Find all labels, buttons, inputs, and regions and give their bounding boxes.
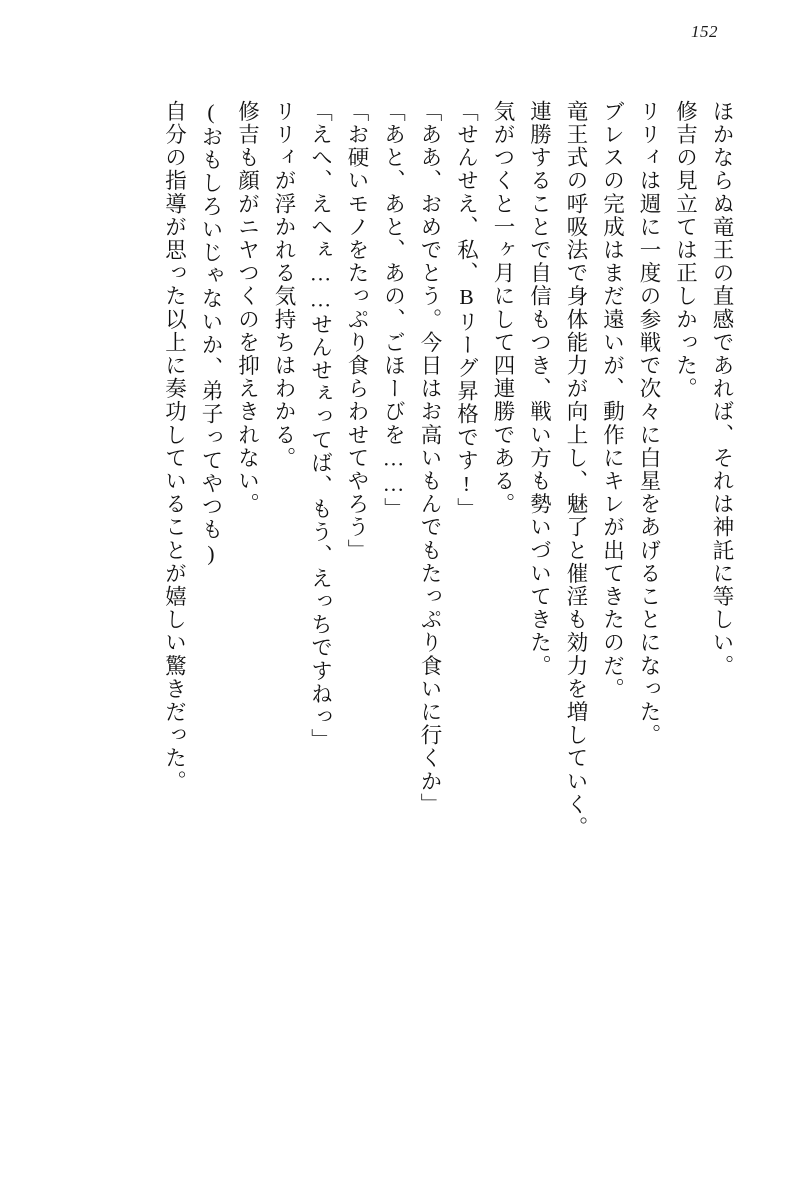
paragraph: 竜王式の呼吸法で身体能力が向上し、魅了と催淫も効力を増していく。	[564, 100, 588, 840]
paragraph: 気がつくと一ヶ月にして四連勝である。	[491, 100, 515, 516]
paragraph: 自分の指導が思った以上に奏功していることが嬉しい驚きだった。	[162, 100, 187, 793]
paragraph: 「せんせえ、私、Bリーグ昇格です!」	[454, 100, 479, 521]
paragraph: リリィは週に一度の参戦で次々に白星をあげることになった。	[637, 100, 661, 747]
paragraph: (おもしろいじゃないか、弟子ってやつも)	[199, 100, 223, 567]
paragraph: ほかならぬ竜王の直感であれば、それは神託に等しい。	[710, 100, 734, 678]
paragraph: 「ああ、おめでとう。今日はお高いもんでもたっぷり食いに行くか」	[418, 100, 442, 817]
page-body-text	[100, 100, 740, 940]
paragraph: 連勝することで自信もつき、戦い方も勢いづいてきた。	[527, 100, 552, 678]
paragraph: ブレスの完成はまだ遠いが、動作にキレが出てきたのだ。	[600, 100, 625, 701]
paragraph: 修吉も顔がニヤつくのを抑えきれない。	[235, 100, 260, 516]
page-number: 152	[691, 22, 718, 41]
paragraph: 「お硬いモノをたっぷり食らわせてやろう」	[345, 100, 369, 562]
paragraph: リリィが浮かれる気持ちはわかる。	[272, 100, 296, 470]
paragraph: 修吉の見立ては正しかった。	[673, 100, 698, 401]
paragraph: 「あと、あと、あの、ごほーびを……」	[381, 100, 406, 521]
paragraph: 「えへ、えへぇ……せんせぇってば、もう、えっちですねっ」	[308, 100, 333, 752]
